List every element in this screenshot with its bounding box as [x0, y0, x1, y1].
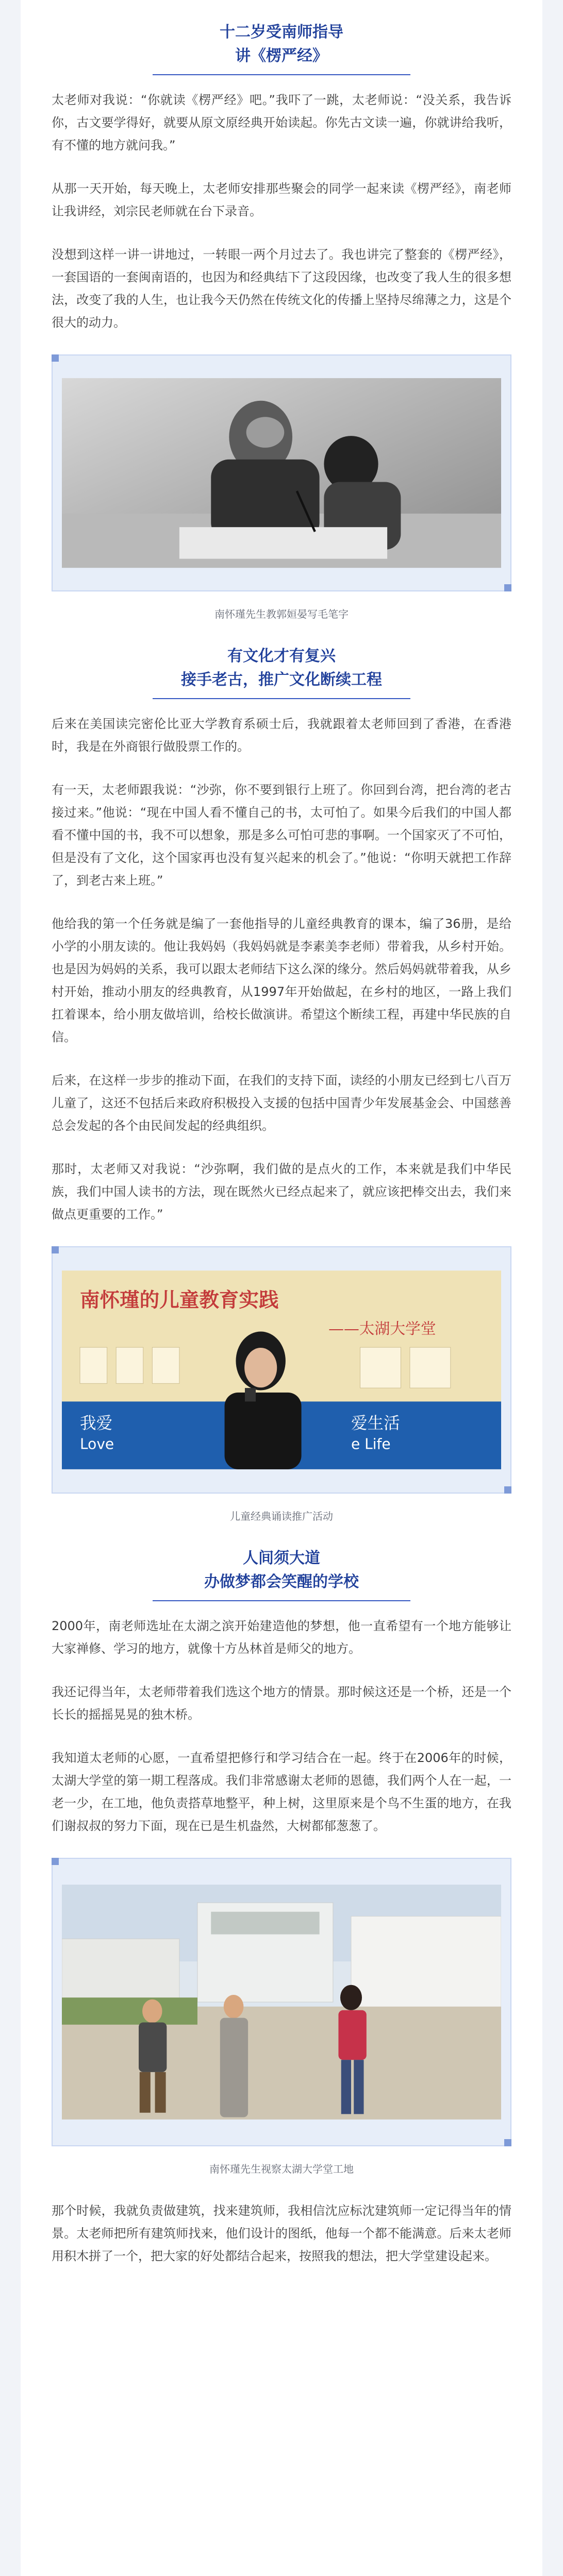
section-title-line: 人间须大道 — [243, 1549, 320, 1567]
section-2 — [52, 645, 511, 1523]
banner-main-text: 南怀瑾的儿童教育实践 — [80, 1289, 279, 1312]
banner-lower-text: 我爱 — [80, 1414, 113, 1433]
photo-calligraphy-lesson — [62, 365, 501, 581]
photo-caption: 儿童经典诵读推广活动 — [230, 1510, 333, 1522]
photo-frame — [52, 1858, 511, 2146]
title-divider — [153, 1600, 410, 1601]
section-title-line: 办做梦都会笑醒的学校 — [204, 1573, 359, 1591]
paragraph: 那时，太老师又对我说：“沙弥啊，我们做的是点火的工作，本来就是我们中华民族，我们中国人读书的方法，现在既然火已经点起来了，就应该把棒交出去，我们来做点更重要的工作。” — [52, 1162, 511, 1222]
section-title-line: 讲《楞严经》 — [235, 47, 328, 65]
banner-lower-text: 爱生活 — [351, 1414, 400, 1433]
section-4 — [52, 2199, 511, 2267]
photo-caption: 南怀瑾先生教郭姮晏写毛笔字 — [214, 608, 349, 620]
paragraph: 那个时候，我就负责做建筑，找来建筑师，我相信沈应标沈建筑师一定记得当年的情景。太老师把所有建筑师找来，他们设计的图纸，他每一个都不能满意。后来太老师用积木拼了一个，把大家的好处都结合起来，按照我的想法，把大学堂建设起来。 — [52, 2204, 511, 2263]
paragraph: 从那一天开始，每天晚上，太老师安排那些聚会的同学一起来读《楞严经》，南老师让我讲经，刘宗民老师就在台下录音。 — [52, 181, 511, 218]
section-1 — [52, 21, 511, 621]
section-title — [52, 21, 511, 68]
banner-sub-text: ——太湖大学堂 — [328, 1319, 436, 1338]
section-title-line: 接手老古，推广文化断续工程 — [181, 671, 382, 689]
photo-construction-site — [62, 1868, 501, 2136]
paragraph: 2000年，南老师选址在太湖之滨开始建造他的梦想，他一直希望有一个地方能够让大家禅修、学习的地方，就像十方丛林首是师父的地方。 — [52, 1619, 511, 1656]
section-title-line: 十二岁受南师指导 — [220, 23, 343, 41]
section-title — [52, 645, 511, 692]
banner-lower-text: e Life — [351, 1435, 391, 1453]
paragraph: 我还记得当年，太老师带着我们选这个地方的情景。那时候这还是一个桥，还是一个长长的摇摇晃晃的独木桥。 — [52, 1685, 511, 1722]
title-divider — [153, 698, 410, 699]
photo-frame — [52, 1246, 511, 1494]
paragraph: 他给我的第一个任务就是编了一套他指导的儿童经典教育的课本，编了36册，是给小学的小朋友读的。他让我妈妈（我妈妈就是李素美李老师）带着我，从乡村开始。也是因为妈妈的关系，我可以跟太老师结下这么深的缘分。然后妈妈就带着我，从乡村开始，推动小朋友的经典教育，从1997年开始做起，在乡村的地区，一路上我们扛着课本，给小朋友做培训，给校长做演讲。希望这个断续工程，再建中华民族的自信。 — [52, 917, 511, 1044]
section-title — [52, 1547, 511, 1594]
photo-caption: 南怀瑾先生视察太湖大学堂工地 — [209, 2163, 354, 2175]
paragraph: 后来，在这样一步步的推动下面，在我们的支持下面，读经的小朋友已经到七八百万儿童了，这还不包括后来政府积极投入支援的包括中国青少年发展基金会、中国慈善总会发起的各个由民间发起的经典组织。 — [52, 1073, 511, 1133]
paragraph: 有一天，太老师跟我说：“沙弥，你不要到银行上班了。你回到台湾，把台湾的老古接过来。”他说：“现在中国人看不懂自己的书，太可怕了。如果今后我们的中国人都看不懂中国的书，我不可以想象，那是多么可怕可悲的事啊。一个国家灭了不可怕，但是没有了文化，这个国家再也没有复兴起来的机会了。”他说：“你明天就把工作辞了，到老古来上班。” — [52, 783, 511, 888]
paragraph: 后来在美国读完密伦比亚大学教育系硕士后，我就跟着太老师回到了香港，在香港时，我是在外商银行做股票工作的。 — [52, 717, 511, 754]
paragraph: 没想到这样一讲一讲地过，一转眼一两个月过去了。我也讲完了整套的《楞严经》，一套国语的一套闽南语的，也因为和经典结下了这段因缘，也改变了我人生的很多想法，改变了我的人生，也让我今天仍然在传统文化的传播上坚持尽绵薄之力，这是个很大的动力。 — [52, 247, 511, 330]
banner-lower-text: Love — [80, 1435, 114, 1453]
section-3 — [52, 1547, 511, 2176]
photo-frame — [52, 354, 511, 591]
photo-education-event — [62, 1257, 501, 1483]
section-title-line: 有文化才有复兴 — [227, 647, 336, 665]
paragraph: 我知道太老师的心愿，一直希望把修行和学习结合在一起。终于在2006年的时候，太湖大学堂的第一期工程落成。我们非常感谢太老师的恩德，我们两个人在一起，一老一少，在工地，他负责搭草地整平，种上树，这里原来是个鸟不生蛋的地方，在我们谢叔叔的努力下面，现在已是生机盎然，大树都郁葱葱了。 — [52, 1751, 511, 1833]
title-divider — [153, 74, 410, 75]
paragraph: 太老师对我说：“你就读《楞严经》吧。”我吓了一跳，太老师说：“没关系，我告诉你，古文要学得好，就要从原文原经典开始读起。你先古文读一遍，你就讲给我听，有不懂的地方就问我。” — [52, 93, 511, 152]
article — [21, 0, 542, 2576]
